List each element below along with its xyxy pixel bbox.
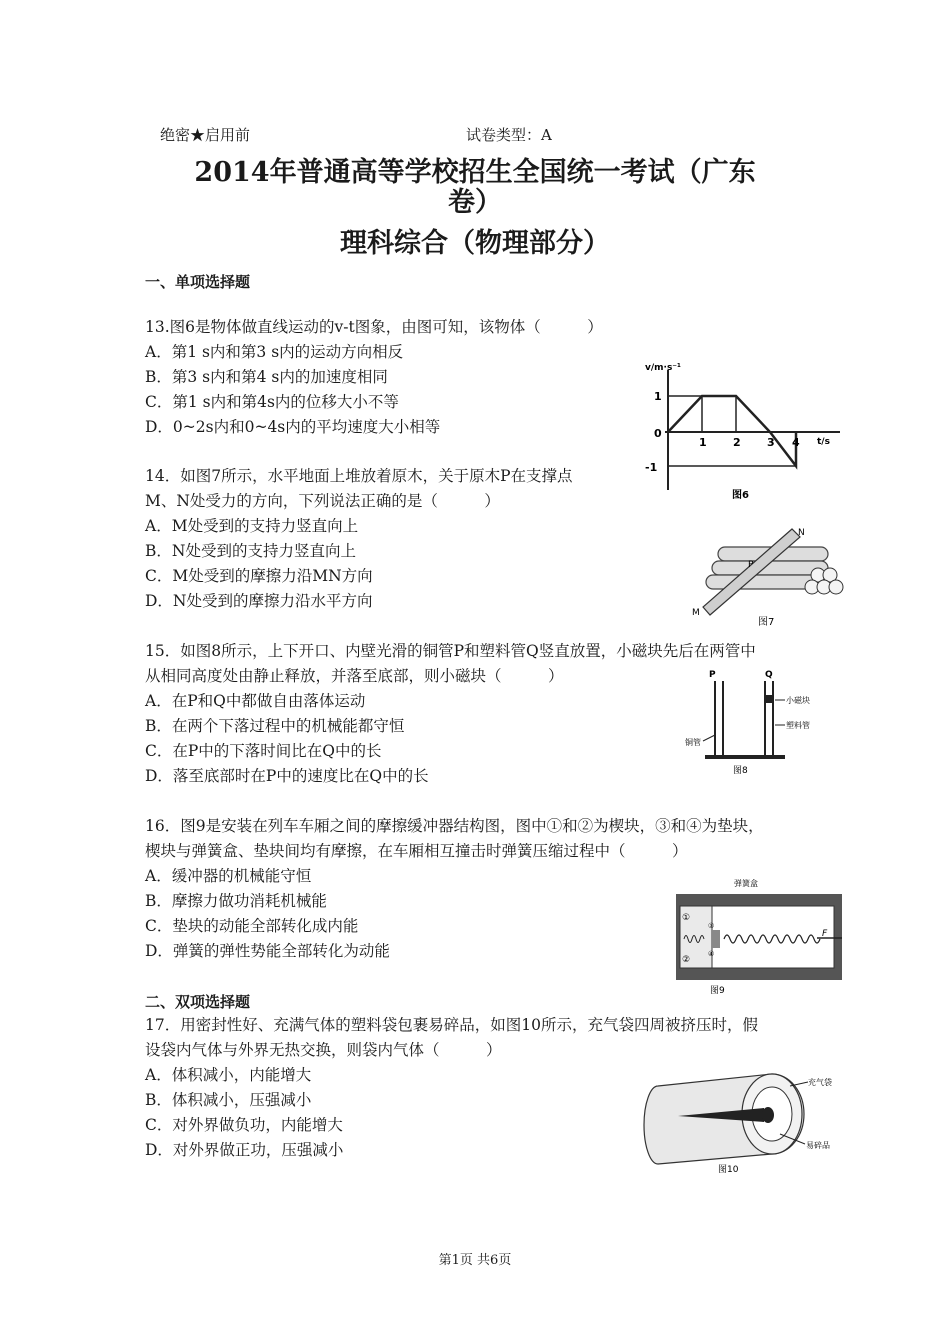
label-m: M [692,608,700,618]
figure-caption: 图10 [718,1165,739,1175]
question-stem-line2: M、N处受力的方向，下列说法正确的是（ ） [145,492,500,510]
label-p: P [748,560,754,570]
option-b: B．N处受到的支持力竖直向上 [145,542,356,560]
option-d: D．0~2s内和0~4s内的平均速度大小相等 [145,418,441,436]
question-16 [145,814,764,964]
label-4: ④ [708,950,715,958]
x-tick-3: 3 [767,436,775,449]
y-axis-label: v/m·s⁻¹ [645,363,681,373]
question-14 [145,464,573,614]
y-tick-1: 1 [654,390,662,403]
option-a: A．在P和Q中都做自由落体运动 [145,692,366,710]
label-plastic: 塑料管 [786,721,810,730]
x-tick-1: 1 [699,436,707,449]
question-stem-line1: 14．如图7所示，水平地面上堆放着原木，关于原木P在支撑点 [145,467,573,485]
label-copper: 铜管 [685,738,701,747]
option-d: D．落至底部时在P中的速度比在Q中的长 [145,767,429,785]
figure-caption: 图6 [732,490,749,501]
question-stem: 13.图6是物体做直线运动的v-t图象，由图可知，该物体（ ） [145,318,603,336]
figure-caption: 图7 [758,617,775,628]
small-magnet [765,695,773,703]
leader-line [703,735,715,741]
exam-title-line1: 2014年普通高等学校招生全国统一考试（广东 [194,157,756,188]
label-3: ③ [708,922,715,930]
figure-9-buffer [672,876,850,996]
question-stem-line1: 17．用密封性好、充满气体的塑料袋包裹易碎品，如图10所示，充气袋四周被挤压时，假 [145,1016,758,1034]
figure-7-logs [688,525,848,630]
label-bag: 充气袋 [808,1078,832,1087]
label-q: Q [765,670,773,680]
exam-subtitle: 理科综合（物理部分） [340,228,610,259]
option-c: C．M处受到的摩擦力沿MN方向 [145,567,373,585]
option-d: D．弹簧的弹性势能全部转化为动能 [145,942,390,960]
question-13 [145,315,603,440]
y-tick-minus1: -1 [645,461,658,474]
section-single-choice: 一、单项选择题 [145,273,251,291]
label-1: ① [682,913,691,923]
log-end [829,580,843,594]
pad-block [712,930,720,948]
option-a: A．M处受到的支持力竖直向上 [145,517,359,535]
x-tick-2: 2 [733,436,741,449]
label-p: P [709,670,716,680]
option-a: A．缓冲器的机械能守恒 [145,867,312,885]
figure-10-airbag [640,1068,840,1176]
label-item: 易碎品 [806,1141,830,1150]
label-n: N [798,528,805,538]
option-b: B．摩擦力做功消耗机械能 [145,892,327,910]
base [705,755,785,759]
option-d: D．对外界做正功，压强减小 [145,1141,344,1159]
option-a: A．体积减小，内能增大 [145,1066,312,1084]
question-stem-line1: 16．图9是安装在列车车厢之间的摩擦缓冲器结构图，图中①和②为楔块，③和④为垫块， [145,817,764,835]
exam-title-line2: 卷） [448,187,502,218]
option-c: C．垫块的动能全部转化成内能 [145,917,359,935]
figure-caption: 图9 [710,986,725,996]
option-c: C．第1 s内和第4s内的位移大小不等 [145,393,399,411]
label-spring-box: 弹簧盒 [734,879,758,888]
figure-caption: 图8 [733,766,748,776]
option-b: B．第3 s内和第4 s内的加速度相同 [145,368,388,386]
figure-8-tubes [685,667,845,779]
secret-label: 绝密★启用前 [160,126,251,144]
paper-type: 试卷类型：A [466,126,552,144]
y-tick-0: 0 [654,427,662,440]
label-f: F [822,929,828,939]
label-magnet: 小磁块 [786,696,810,705]
option-a: A．第1 s内和第3 s内的运动方向相反 [145,343,404,361]
page-number: 第1页 共6页 [438,1253,512,1268]
fragile-item-end [762,1107,774,1123]
question-15 [145,639,756,789]
question-stem-line1: 15．如图8所示，上下开口、内壁光滑的铜管P和塑料管Q竖直放置，小磁块先后在两管中 [145,642,756,660]
section-double-choice: 二、双项选择题 [145,993,251,1011]
question-stem-line2: 设袋内气体与外界无热交换，则袋内气体（ ） [145,1041,502,1059]
option-b: B．体积减小，压强减小 [145,1091,312,1109]
x-axis-label: t/s [817,437,830,447]
option-c: C．对外界做负功，内能增大 [145,1116,343,1134]
figure-6-vt-graph [640,360,850,505]
option-c: C．在P中的下落时间比在Q中的长 [145,742,382,760]
question-stem-line2: 楔块与弹簧盒、垫块间均有摩擦，在车厢相互撞击时弹簧压缩过程中（ ） [145,842,688,860]
label-2: ② [682,955,691,965]
option-d: D．N处受到的摩擦力沿水平方向 [145,592,373,610]
option-b: B．在两个下落过程中的机械能都守恒 [145,717,405,735]
question-stem-line2: 从相同高度处由静止释放，并落至底部，则小磁块（ ） [145,667,564,685]
x-tick-4: 4 [792,436,800,449]
